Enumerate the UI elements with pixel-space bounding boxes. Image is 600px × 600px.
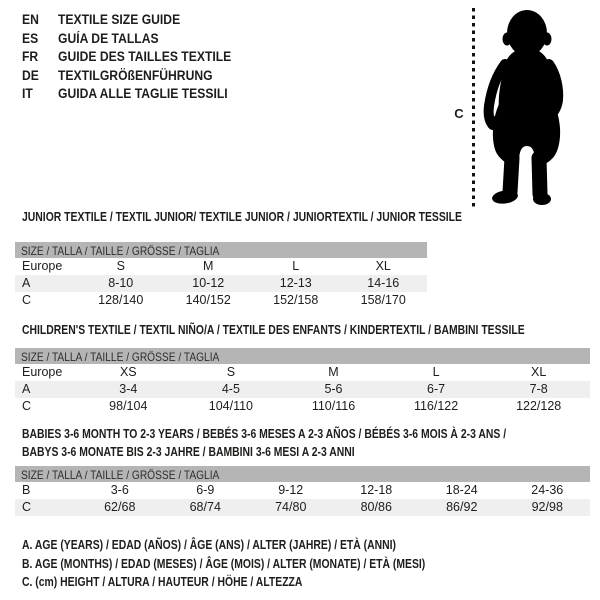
row-label: C — [22, 500, 32, 514]
size-header-label: SIZE / TALLA / TAILLE / GRÖSSE / TAGLIA — [20, 468, 220, 482]
size-header-label: SIZE / TALLA / TAILLE / GRÖSSE / TAGLIA — [20, 244, 220, 258]
table-row-height — [15, 499, 590, 516]
lang-code: FR — [22, 49, 39, 64]
table-cell: S — [116, 259, 125, 273]
table-cell: 86/92 — [446, 500, 478, 514]
table-cell: 18-24 — [445, 483, 478, 497]
table-cell: XS — [119, 365, 137, 379]
table-cell: 6-7 — [427, 382, 446, 396]
row-label: B — [22, 483, 31, 497]
table-cell: 122/128 — [516, 399, 562, 413]
babies-table-title-line1: BABIES 3-6 MONTH TO 2-3 YEARS / BEBÉS 3-6 MESES A 2-3 AÑOS / BÉBÉS 3-6 MOIS À 2-3 ANS / — [22, 426, 507, 441]
table-cell: 4-5 — [221, 382, 240, 396]
row-label: C — [22, 293, 32, 307]
table-cell: 5-6 — [324, 382, 343, 396]
table-cell: 7-8 — [529, 382, 548, 396]
table-cell: XL — [375, 259, 391, 273]
babies-table-title-line2: BABYS 3-6 MONATE BIS 2-3 JAHRE / BAMBINI 3-6 MESI A 2-3 ANNI — [22, 444, 355, 459]
children-size-table — [15, 348, 590, 415]
table-row-europe — [15, 258, 427, 275]
table-cell: 8-10 — [108, 276, 134, 290]
table-cell: M — [328, 365, 339, 379]
lang-code: DE — [22, 67, 39, 83]
lang-title: TEXTILE SIZE GUIDE — [58, 12, 181, 27]
row-label: Europe — [22, 365, 63, 379]
table-cell: 92/98 — [531, 500, 563, 514]
size-header-label: SIZE / TALLA / TAILLE / GRÖSSE / TAGLIA — [20, 350, 220, 364]
lang-code: IT — [22, 86, 33, 101]
row-label: A — [22, 276, 31, 290]
table-row-europe — [15, 364, 590, 381]
babies-size-table — [15, 466, 590, 516]
lang-title: GUÍA DE TALLAS — [58, 30, 159, 46]
size-header-bar — [15, 242, 427, 258]
junior-table-title: JUNIOR TEXTILE / TEXTIL JUNIOR/ TEXTILE JUNIOR / JUNIORTEXTIL / JUNIOR TESSILE — [22, 209, 462, 224]
lang-row-fr — [22, 48, 231, 67]
footnotes — [22, 536, 526, 592]
lang-title: TEXTILGRÖßENFÜHRUNG — [58, 67, 213, 83]
table-cell: 10-12 — [192, 276, 225, 290]
lang-code: EN — [22, 12, 39, 27]
table-cell: 98/104 — [109, 399, 148, 413]
table-cell: 152/158 — [273, 293, 319, 307]
table-cell: S — [226, 365, 236, 379]
table-cell: 80/86 — [360, 500, 392, 514]
table-cell: 3-4 — [119, 382, 138, 396]
lang-row-it — [22, 85, 231, 104]
table-cell: 9-12 — [278, 483, 304, 497]
junior-size-table — [15, 242, 427, 309]
table-cell: 12-13 — [279, 276, 312, 290]
table-cell: 110/116 — [311, 399, 356, 413]
table-cell: 158/170 — [360, 293, 406, 307]
table-cell: XL — [531, 365, 547, 379]
toddler-silhouette — [487, 10, 560, 205]
lang-row-es — [22, 30, 231, 49]
table-cell: 128/140 — [98, 293, 144, 307]
table-cell: 24-36 — [531, 483, 564, 497]
table-row-age — [15, 275, 427, 292]
lang-row-de — [22, 67, 231, 86]
table-cell: 140/152 — [185, 293, 231, 307]
lang-title: GUIDA ALLE TAGLIE TESSILI — [58, 86, 228, 101]
table-cell: L — [292, 259, 300, 273]
lang-title: GUIDE DES TAILLES TEXTILE — [58, 49, 232, 64]
footnote-c: C. (cm) HEIGHT / ALTURA / HAUTEUR / HÖHE / ALTEZZA — [22, 574, 303, 589]
height-dashed-line — [472, 8, 475, 207]
lang-row-en — [22, 11, 231, 30]
table-cell: 3-6 — [110, 483, 129, 497]
table-cell: 68/74 — [189, 500, 221, 514]
language-header — [22, 11, 255, 104]
size-header-bar — [15, 348, 590, 364]
table-cell: M — [203, 259, 214, 273]
row-label: A — [22, 382, 31, 396]
footnote-a: A. AGE (YEARS) / EDAD (AÑOS) / ÂGE (ANS) / ALTER (JAHRE) / ETÀ (ANNI) — [22, 537, 397, 552]
footnote-b: B. AGE (MONTHS) / EDAD (MESES) / ÂGE (MOIS) / ALTER (MONATE) / ETÀ (MESI) — [22, 555, 426, 571]
table-row-height — [15, 292, 427, 309]
lang-code: ES — [22, 30, 39, 46]
table-row-age — [15, 381, 590, 398]
table-cell: 12-18 — [360, 483, 393, 497]
row-label: Europe — [22, 259, 63, 273]
height-measure-label: C — [454, 106, 464, 121]
table-cell: 104/110 — [208, 399, 254, 413]
toddler-silhouette-image — [482, 8, 570, 208]
table-cell: 74/80 — [275, 500, 307, 514]
table-cell: 116/122 — [413, 399, 459, 413]
table-cell: 6-9 — [196, 483, 215, 497]
size-header-bar — [15, 466, 590, 482]
table-row-age-months — [15, 482, 590, 499]
table-row-height — [15, 398, 590, 415]
row-label: C — [22, 399, 32, 413]
children-table-title: CHILDREN'S TEXTILE / TEXTIL NIÑO/A / TEXTILE DES ENFANTS / KINDERTEXTIL / BAMBINI TESSILE — [22, 322, 525, 337]
table-cell: L — [432, 365, 440, 379]
table-cell: 14-16 — [367, 276, 400, 290]
table-cell: 62/68 — [104, 500, 136, 514]
